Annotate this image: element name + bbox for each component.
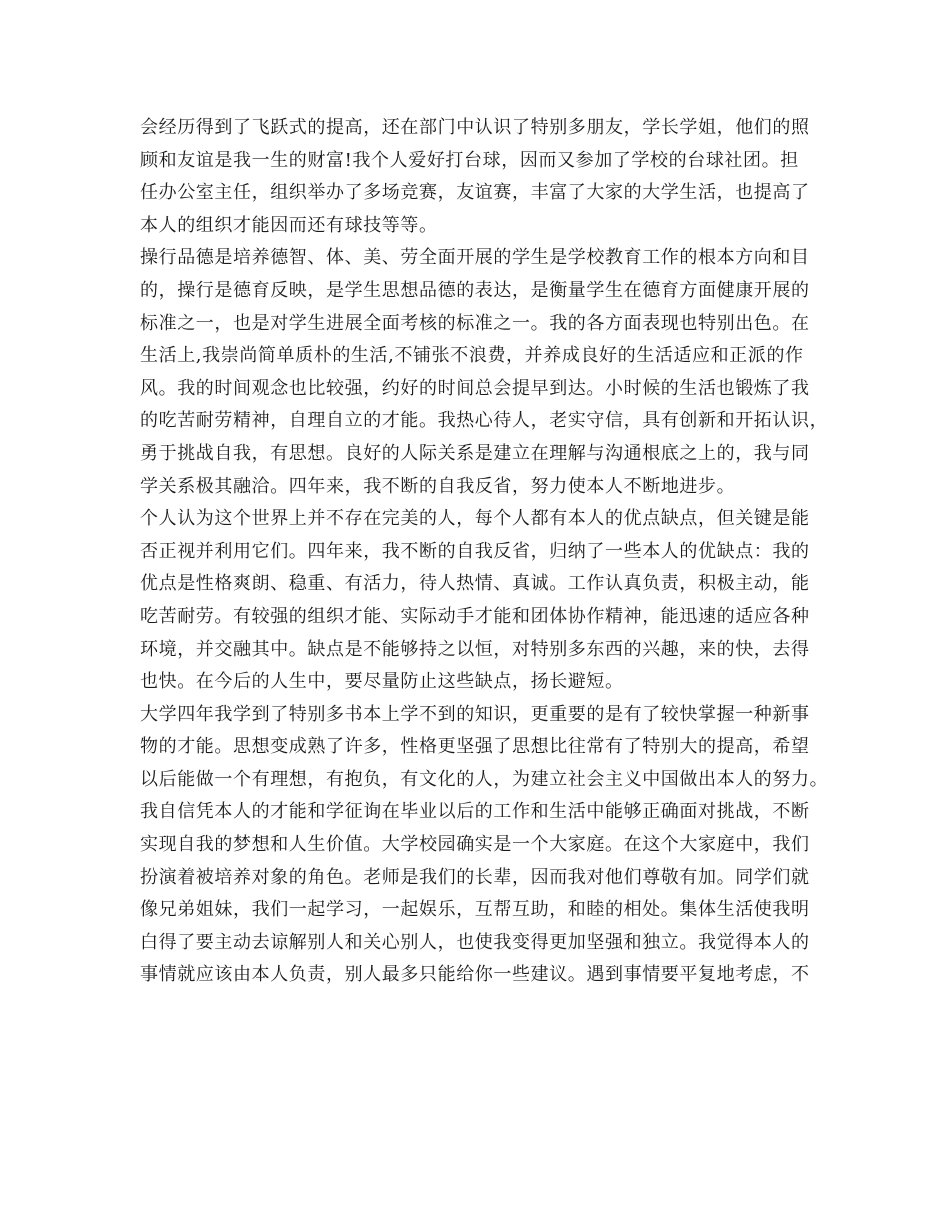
text-line: 本人的组织才能因而还有球技等等。 [140, 214, 438, 236]
text-line: 顾和友谊是我一生的财富!我个人爱好打台球，因而又参加了学校的台球社团。担 [140, 149, 799, 171]
text-line: 的，操行是德育反映，是学生思想品德的表达，是衡量学生在德育方面健康开展的 [140, 279, 810, 301]
text-line: 会经历得到了飞跃式的提高，还在部门中认识了特别多朋友，学长学姐，他们的照 [140, 117, 810, 138]
text-line: 个人认为这个世界上并不存在完美的人，每个人都有本人的优点缺点，但关键是能 [140, 508, 810, 530]
text-line: 也快。在今后的人生中，要尽量防止这些缺点，扬长避短。 [140, 671, 624, 693]
document-body [140, 112, 829, 992]
text-line: 以后能做一个有理想，有抱负，有文化的人，为建立社会主义中国做出本人的努力。 [140, 768, 829, 790]
text-line: 否正视并利用它们。四年来，我不断的自我反省，归纳了一些本人的优缺点：我的 [140, 540, 810, 562]
text-line: 勇于挑战自我，有思想。良好的人际关系是建立在理解与沟通根底之上的，我与同 [140, 442, 810, 464]
text-line: 生活上,我崇尚简单质朴的生活,不铺张不浪费，并养成良好的生活适应和正派的作 [140, 345, 804, 367]
text-line: 学关系极其融洽。四年来，我不断的自我反省，努力使本人不断地进步。 [140, 475, 736, 497]
text-line: 标准之一，也是对学生进展全面考核的标准之一。我的各方面表现也特别出色。在 [140, 312, 810, 334]
text-line: 任办公室主任，组织举办了多场竞赛，友谊赛，丰富了大家的大学生活，也提高了 [140, 182, 810, 204]
text-line: 扮演着被培养对象的角色。老师是我们的长辈，因而我对他们尊敬有加。同学们就 [140, 866, 810, 888]
text-line: 环境，并交融其中。缺点是不能够持之以恒，对特别多东西的兴趣，来的快，去得 [140, 638, 810, 660]
text-line: 像兄弟姐妹，我们一起学习，一起娱乐，互帮互助，和睦的相处。集体生活使我明 [140, 899, 810, 921]
text-line: 的吃苦耐劳精神，自理自立的才能。我热心待人，老实守信，具有创新和开拓认识， [140, 410, 829, 432]
text-line: 实现自我的梦想和人生价值。大学校园确实是一个大家庭。在这个大家庭中，我们 [140, 834, 810, 856]
text-line: 白得了要主动去谅解别人和关心别人，也使我变得更加坚强和独立。我觉得本人的 [140, 931, 810, 953]
text-line: 风。我的时间观念也比较强，约好的时间总会提早到达。小时候的生活也锻炼了我 [140, 377, 810, 399]
text-line: 物的才能。思想变成熟了许多，性格更坚强了思想比往常有了特别大的提高，希望 [140, 736, 810, 758]
text-line: 吃苦耐劳。有较强的组织才能、实际动手才能和团体协作精神，能迅速的适应各种 [140, 605, 810, 627]
text-line: 操行品德是培养德智、体、美、劳全面开展的学生是学校教育工作的根本方向和目 [140, 247, 810, 269]
text-line: 事情就应该由本人负责，别人最多只能给你一些建议。遇到事情要平复地考虑，不 [140, 964, 810, 986]
text-line: 大学四年我学到了特别多书本上学不到的知识，更重要的是有了较快掌握一种新事 [140, 703, 810, 725]
text-line: 我自信凭本人的才能和学征询在毕业以后的工作和生活中能够正确面对挑战，不断 [140, 801, 810, 823]
text-line: 优点是性格爽朗、稳重、有活力，待人热情、真诚。工作认真负责，积极主动，能 [140, 573, 810, 595]
